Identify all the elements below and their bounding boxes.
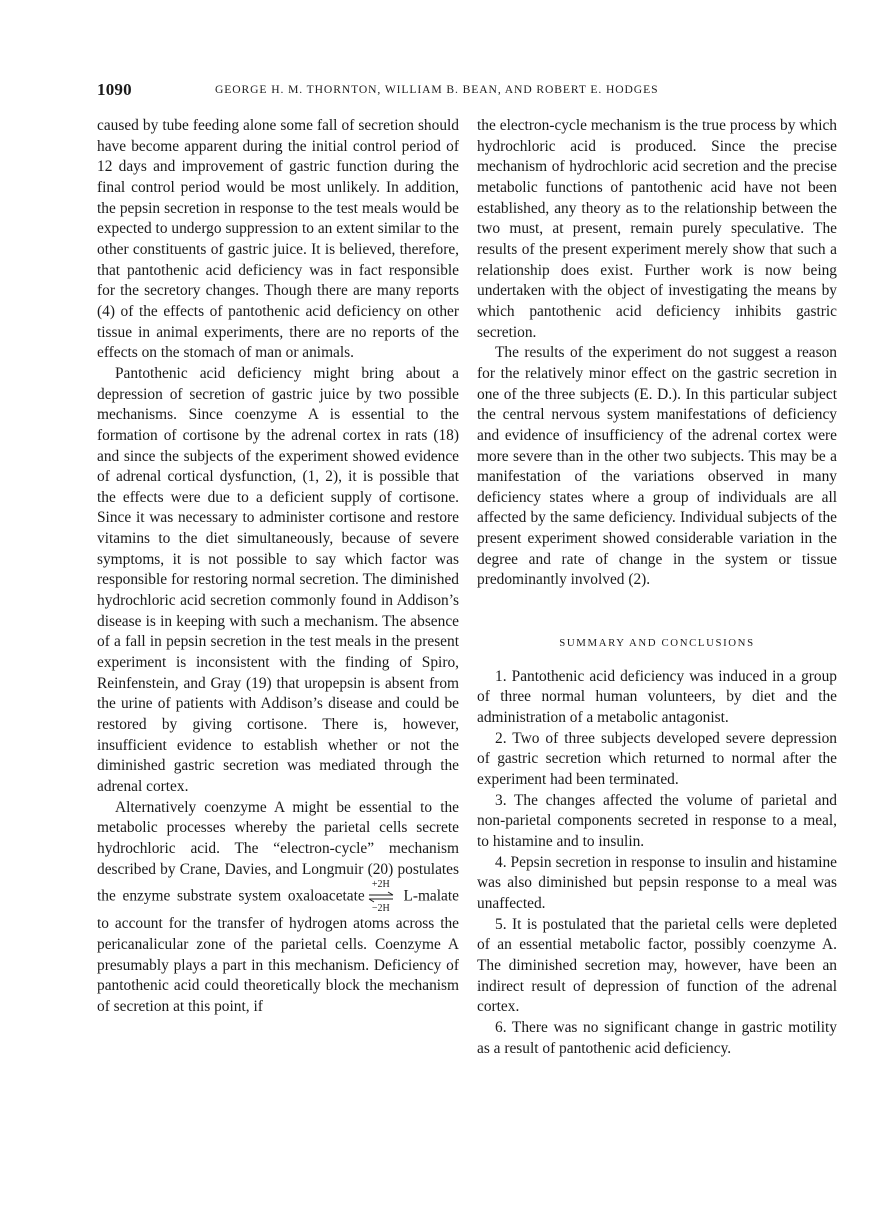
right-column (477, 116, 837, 1059)
paragraph-mechanisms: Pantothenic acid deficiency might bring about a depression of secretion of gastric juice by two possible mechanisms. Since coenzyme A is essential to the formation of cortisone by the adrenal cortex in rats (18) and since the subjects of the experiment showed evidence of adrenal cortical dysfunction, (1, 2), it is possible that the effects were due to a deficient supply of cortisone. Since it was necessary to administer cortisone and restore vitamins to the diet simultaneously, because of severe symptoms, it is not possible to say which factor was responsible for restoring normal secretion. The diminished hydrochloric acid secretion commonly found in Addison’s disease is in keeping with such a mechanism. The absence of a fall in pepsin secretion in the test meals in the present experiment is inconsistent with the finding of Spiro, Reinfenstein, and Gray (19) that uropepsin is absent from the urine of patients with Addison’s disease and could be restored by giving cortisone. There is, however, insufficient evidence to establish whether or not the diminished gastric secretion was mediated through the adrenal cortex. (97, 364, 459, 795)
conclusion-item: 5. It is postulated that the parietal cells were depleted of an essential metabolic factor, possibly coenzyme A. The diminished secretion may, however, have been an indirect result of depression of function of the adrenal cortex. (477, 915, 837, 1016)
paragraph-minor-effect: The results of the experiment do not suggest a reason for the relatively minor effect on the gastric secretion in one of the three subjects (E. D.). In this particular subject the central nervous system manifestations of deficiency and evidence of insufficiency of the adrenal cortex were more severe than in the other two subjects. This may be a manifestation of the variations observed in many deficiency states where a group of individuals are all affected by the same deficiency. Individual subjects of the present experiment showed considerable variation in the degree and rate of change in the system or tissue predominantly involved (2). (477, 344, 837, 589)
equation-bottom-label: −2H (371, 903, 390, 915)
running-head (97, 80, 837, 102)
equilibrium-arrows-icon (368, 891, 394, 903)
paragraph-continued: caused by tube feeding alone some fall of secretion should have become apparent during the initial control period of 12 days and improvement of gastric function during the final control period would be most unlikely. In addition, the pepsin secretion in response to the test meals would be expected to undergo suppression to an extent similar to the other constituents of gastric juice. It is believed, therefore, that pantothenic acid deficiency was in fact responsible for the secretory changes. Though there are many reports (4) of the effects of pantothenic acid deficiency on other tissue in animal experiments, there are no reports of the effects on the stomach of man or animals. (97, 117, 459, 362)
conclusion-item: 2. Two of three subjects developed severe depression of gastric secretion which returned to normal after the experiment had been terminated. (477, 729, 837, 789)
author-line: GEORGE H. M. THORNTON, WILLIAM B. BEAN, AND ROBERT E. HODGES (215, 83, 659, 96)
conclusion-item: 3. The changes affected the volume of parietal and non-parietal components secreted in response to a meal, to histamine and to insulin. (477, 791, 837, 850)
paragraph-continued: the electron-cycle mechanism is the true process by which hydrochloric acid is produced. Since the precise mechanism of hydrochloric acid secretion and the precise metabolic functions of pantothenic acid have not been established, any theory as to the relationship between the two must, at present, remain purely speculative. The results of the present experiment merely show that such a relationship does exist. Further work is now being undertaken with the object of investigating the means by which pantothenic acid deficiency inhibits gastric secretion. (477, 117, 837, 341)
reversible-reaction-equation (368, 880, 394, 914)
equation-top-label: +2H (371, 879, 390, 891)
paragraph-text-after-equation: L-malate to account for the transfer of hydrogen atoms across the pericanalicular zone of the parietal cells. Coenzyme A presumably plays a part in this mechanism. Deficiency of pantothenic acid could theoretically block the mechanism of secretion at this point, if (97, 887, 459, 1015)
conclusion-item: 1. Pantothenic acid deficiency was induced in a group of three normal human volunteers, by diet and the administration of a metabolic antagonist. (477, 667, 837, 727)
paragraph-text-before-equation: Alternatively coenzyme A might be essential to the metabolic processes whereby the parietal cells secrete hydrochloric acid. The “electron-cycle” mechanism described by Crane, Davies, and Longmuir (20) postulates the enzyme substrate system oxaloacetate (97, 798, 459, 905)
conclusion-item: 6. There was no significant change in gastric motility as a result of pantothenic acid deficiency. (477, 1018, 837, 1057)
conclusion-item: 4. Pepsin secretion in response to insulin and histamine was also diminished but pepsin response to a meal was unaffected. (477, 853, 837, 912)
left-column (97, 116, 459, 1018)
paragraph-electron-cycle (97, 798, 459, 1018)
section-heading: SUMMARY AND CONCLUSIONS (559, 637, 755, 650)
page-number: 1090 (97, 80, 132, 99)
